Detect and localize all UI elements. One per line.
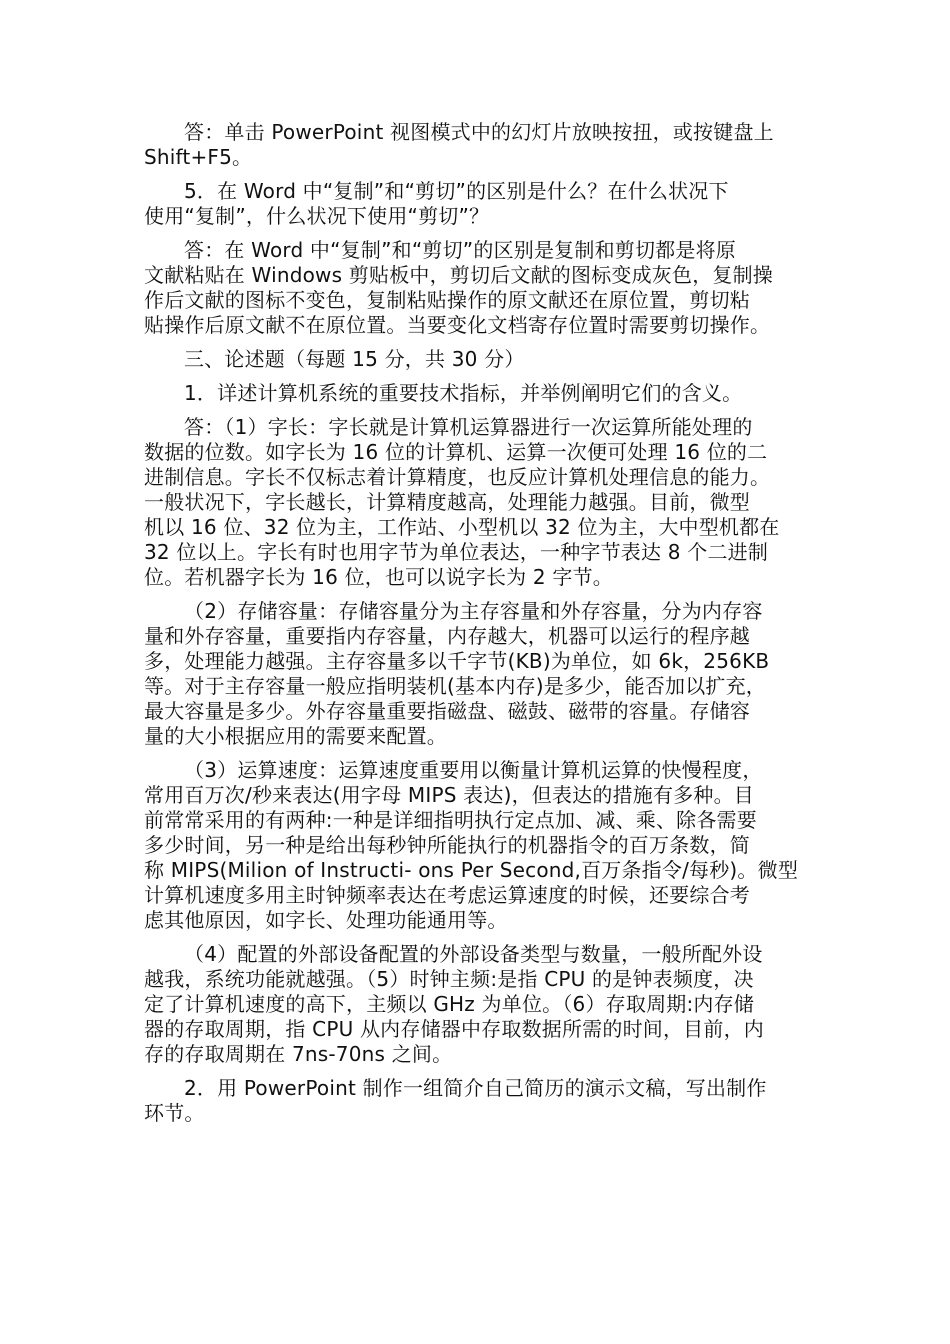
- text-line: 三、论述题（每题 15 分，共 30 分）: [184, 347, 525, 371]
- text-line: （2）存储容量：存储容量分为主存容量和外存容量，分为内存容: [184, 599, 763, 623]
- answer-paragraph: [144, 238, 804, 338]
- text-line: 32 位以上。字长有时也用字节为单位表达，一种字节表达 8 个二进制: [144, 540, 769, 564]
- answer-paragraph: [144, 942, 804, 1067]
- question-paragraph: [144, 179, 804, 229]
- text-line: 越我，系统功能就越强。（5）时钟主频:是指 CPU 的是钟表频度，决: [144, 967, 754, 991]
- answer-paragraph: [144, 599, 804, 749]
- text-line: 存的存取周期在 7ns-70ns 之间。: [144, 1042, 453, 1066]
- text-line: 5．在 Word 中“复制”和“剪切”的区别是什么？在什么状况下: [184, 179, 729, 203]
- answer-paragraph: [144, 120, 804, 170]
- text-line: 答：在 Word 中“复制”和“剪切”的区别是复制和剪切都是将原: [184, 238, 736, 262]
- text-line: 计算机速度多用主时钟频率表达在考虑运算速度的时候，还要综合考: [144, 883, 750, 907]
- answer-paragraph: [144, 758, 804, 933]
- text-line: 称 MIPS(Milion of Instructi- ons Per Second,百万条指令/每秒)。微型: [144, 858, 799, 882]
- text-line: 虑其他原因，如字长、处理功能通用等。: [144, 908, 508, 932]
- text-line: （3）运算速度：运算速度重要用以衡量计算机运算的快慢程度，: [184, 758, 763, 782]
- text-line: 1．详述计算机系统的重要技术指标，并举例阐明它们的含义。: [184, 381, 743, 405]
- text-line: 答：单击 PowerPoint 视图模式中的幻灯片放映按扭，或按键盘上: [184, 120, 774, 144]
- text-line: 器的存取周期，指 CPU 从内存储器中存取数据所需的时间，目前，内: [144, 1017, 764, 1041]
- text-line: 环节。: [144, 1101, 205, 1125]
- question-paragraph: [144, 381, 804, 406]
- text-line: 量和外存容量，重要指内存容量，内存越大，机器可以运行的程序越: [144, 624, 750, 648]
- document-page: [144, 120, 804, 1135]
- text-line: 贴操作后原文献不在原位置。当要变化文档寄存位置时需要剪切操作。: [144, 313, 771, 337]
- text-line: 位。若机器字长为 16 位，也可以说字长为 2 字节。: [144, 565, 614, 589]
- text-line: 数据的位数。如字长为 16 位的计算机、运算一次便可处理 16 位的二: [144, 440, 768, 464]
- text-line: 答：（1）字长：字长就是计算机运算器进行一次运算所能处理的: [184, 415, 753, 439]
- text-line: 文献粘贴在 Windows 剪贴板中，剪切后文献的图标变成灰色，复制操: [144, 263, 773, 287]
- text-line: 使用“复制”，什么状况下使用“剪切”？: [144, 204, 490, 228]
- text-line: 进制信息。字长不仅标志着计算精度，也反应计算机处理信息的能力。: [144, 465, 771, 489]
- text-line: 最大容量是多少。外存容量重要指磁盘、磁鼓、磁带的容量。存储容: [144, 699, 750, 723]
- text-line: 等。对于主存容量一般应指明装机(基本内存)是多少，能否加以扩充，: [144, 674, 767, 698]
- text-line: 量的大小根据应用的需要来配置。: [144, 724, 447, 748]
- text-line: 常用百万次/秒来表达(用字母 MIPS 表达)，但表达的措施有多种。目: [144, 783, 754, 807]
- text-line: 机以 16 位、32 位为主，工作站、小型机以 32 位为主，大中型机都在: [144, 515, 780, 539]
- text-line: Shift+F5。: [144, 145, 253, 169]
- text-line: 2．用 PowerPoint 制作一组简介自己简历的演示文稿，写出制作: [184, 1076, 767, 1100]
- text-line: 多少时间，另一种是给出每秒钟所能执行的机器指令的百万条数，简: [144, 833, 750, 857]
- text-line: 一般状况下，字长越长，计算精度越高，处理能力越强。目前，微型: [144, 490, 750, 514]
- text-line: 多，处理能力越强。主存容量多以千字节(KB)为单位，如 6k，256KB: [144, 649, 770, 673]
- question-paragraph: [144, 1076, 804, 1126]
- section-heading: [144, 347, 804, 372]
- answer-paragraph: [144, 415, 804, 590]
- text-line: 前常常采用的有两种:一种是详细指明执行定点加、减、乘、除各需要: [144, 808, 757, 832]
- text-line: 定了计算机速度的高下，主频以 GHz 为单位。（6）存取周期:内存储: [144, 992, 755, 1016]
- text-line: 作后文献的图标不变色，复制粘贴操作的原文献还在原位置，剪切粘: [144, 288, 750, 312]
- text-line: （4）配置的外部设备配置的外部设备类型与数量，一般所配外设: [184, 942, 763, 966]
